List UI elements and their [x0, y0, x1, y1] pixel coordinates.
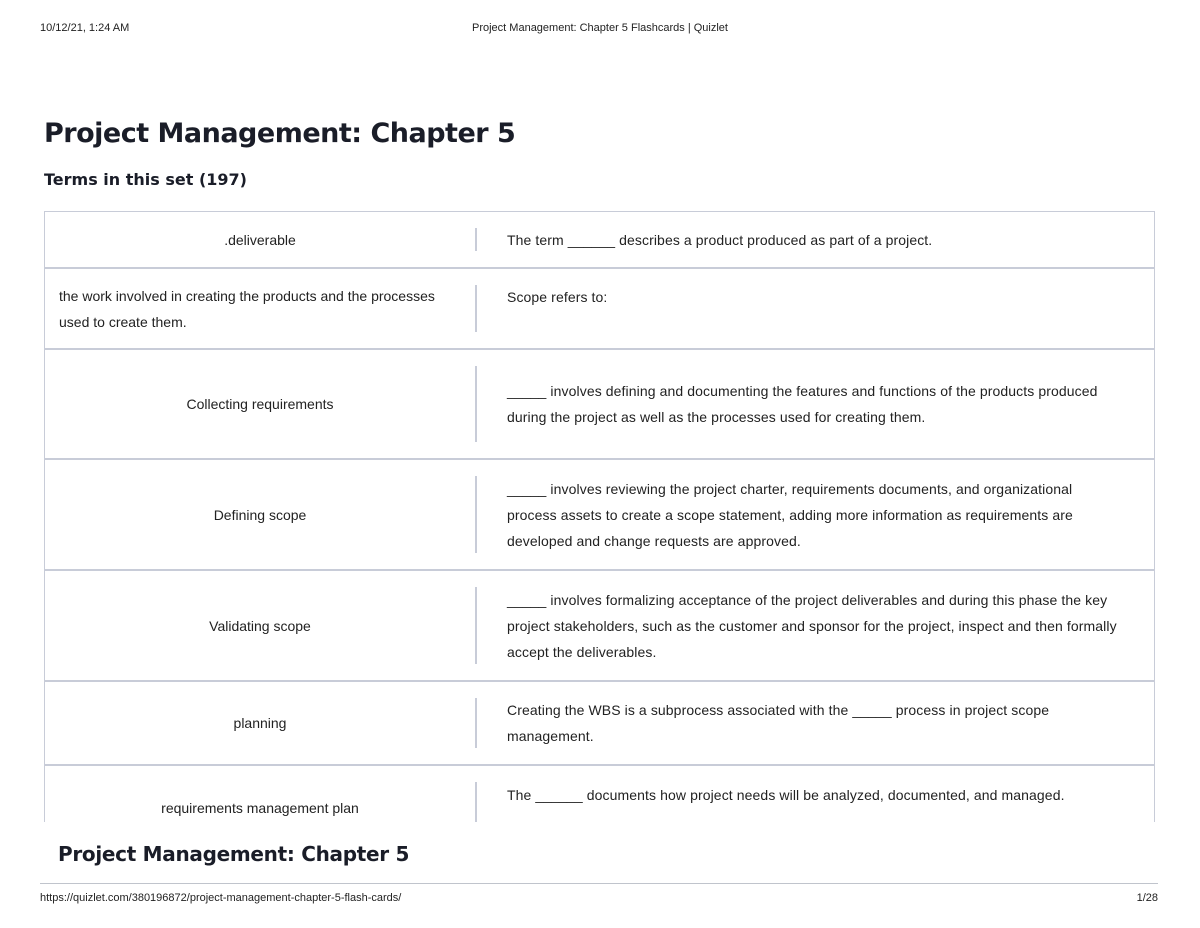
- terms-heading: Terms in this set (197): [44, 170, 247, 189]
- card-term: .deliverable: [224, 231, 296, 248]
- set-title: Project Management: Chapter 5: [44, 118, 516, 149]
- print-datetime: 10/12/21, 1:24 AM: [40, 22, 130, 34]
- card-term: planning: [233, 715, 287, 731]
- flashcard-row: [45, 460, 1154, 571]
- print-page-title: Project Management: Chapter 5 Flashcards | Quizlet: [472, 22, 728, 34]
- card-definition: _____ involves defining and documenting the features and functions of the products produced during the project as well as the processes used for creating them.: [507, 383, 1098, 425]
- page-number: 1/28: [1136, 892, 1158, 904]
- card-definition: Scope refers to:: [507, 289, 608, 305]
- page-url: https://quizlet.com/380196872/project-management-chapter-5-flash-cards/: [40, 892, 402, 904]
- flashcard-row: [45, 766, 1154, 822]
- footer-divider: [40, 883, 1158, 884]
- card-definition: _____ involves formalizing acceptance of the project deliverables and during this phase the key project stakeholders, such as the customer and sponsor for the project, inspect and then formally accept the deliverables.: [507, 591, 1117, 660]
- flashcard-row: [45, 682, 1154, 766]
- flashcard-row: [45, 350, 1154, 460]
- card-definition: The ______ documents how project needs will be analyzed, documented, and managed.: [507, 787, 1065, 803]
- flashcard-row: [45, 269, 1154, 350]
- card-definition: Creating the WBS is a subprocess associated with the _____ process in project scope management.: [507, 702, 1050, 744]
- flashcard-row: [45, 212, 1154, 269]
- footer-title: Project Management: Chapter 5: [58, 842, 410, 866]
- card-definition: _____ involves reviewing the project charter, requirements documents, and organizational process assets to create a scope statement, adding more information as requirements are developed and change requests are approved.: [507, 480, 1073, 549]
- card-term: requirements management plan: [161, 800, 359, 816]
- card-term: Collecting requirements: [186, 396, 334, 412]
- card-term: Defining scope: [213, 506, 307, 523]
- card-term: Validating scope: [209, 617, 311, 634]
- card-term: the work involved in creating the products and the processes used to create them.: [59, 287, 435, 330]
- flashcard-table: [44, 211, 1155, 822]
- card-definition: The term ______ describes a product produced as part of a project.: [507, 231, 933, 248]
- flashcard-row: [45, 571, 1154, 682]
